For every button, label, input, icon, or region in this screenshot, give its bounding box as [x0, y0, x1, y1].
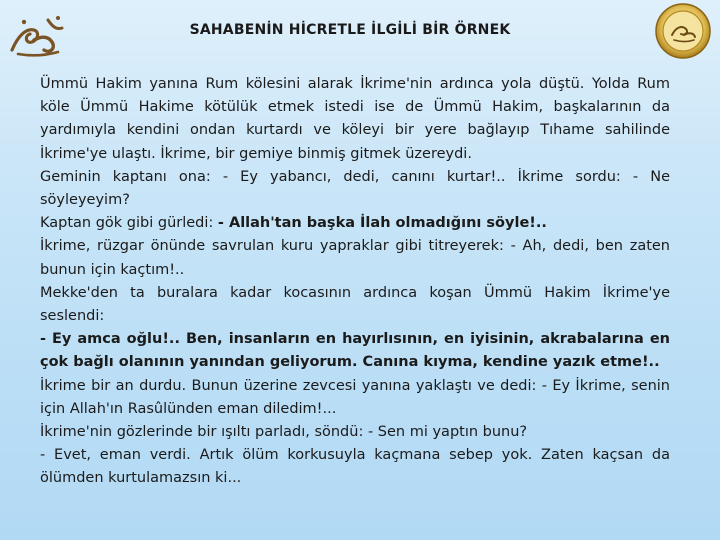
paragraph: İkrime, rüzgar önünde savrulan kuru yapraklar gibi titreyerek: - Ah, dedi, ben zaten bunun için kaçtım!.. [40, 238, 670, 278]
paragraph [40, 212, 670, 235]
paragraph: - Evet, eman verdi. Artık ölüm korkusuyla kaçmana sebep yok. Zaten kaçsan da ölümden kurtulamazsın ki... [40, 447, 670, 487]
paragraph: İkrime'nin gözlerinde bir ışıltı parladı, söndü: - Sen mi yaptın bunu? [40, 424, 528, 441]
paragraph: Mekke'den ta buralara kadar kocasının ardınca koşan Ümmü Hakim İkrime'ye seslendi: [40, 284, 670, 325]
paragraph: Geminin kaptanı ona: - Ey yabancı, dedi, canını kurtar!.. İkrime sordu: - Ne söyleyeyim? [40, 168, 670, 209]
paragraph: Ümmü Hakim yanına Rum kölesini alarak İkrime'nin ardınca yola düştü. Yolda Rum köle Ümmü Hakime kötülük etmek istedi ise de Ümmü Hakim, başkalarının da yardımıyla kendini ondan kurtardı ve köleyi bir yere bağlayıp Tıhame sahilinde İkrime'ye ulaştı. İkrime, bir gemiye binmiş gitmek üzereydi. [40, 76, 670, 162]
paragraph: İkrime bir an durdu. Bunun üzerine zevcesi yanına yaklaştı ve dedi: - Ey İkrime, senin için Allah'ın Rasûlünden eman diledim!... [40, 377, 670, 417]
paragraph-bold: - Allah'tan başka İlah olmadığını söyle!.. [217, 215, 547, 232]
page-title: SAHABENİN HİCRETLE İLGİLİ BİR ÖRNEK [189, 22, 511, 38]
paragraph-bold: - Ey amca oğlu!.. Ben, insanların en hayırlısının, en iyisinin, akrabalarına en çok bağlı olanının yanından geliyorum. Canına kıyma, kendine yazık etme!.. [40, 331, 670, 371]
paragraph-prefix: Kaptan gök gibi gürledi: [40, 215, 218, 232]
muhammad-gold-emblem-icon [654, 2, 712, 60]
story-body [40, 73, 670, 491]
